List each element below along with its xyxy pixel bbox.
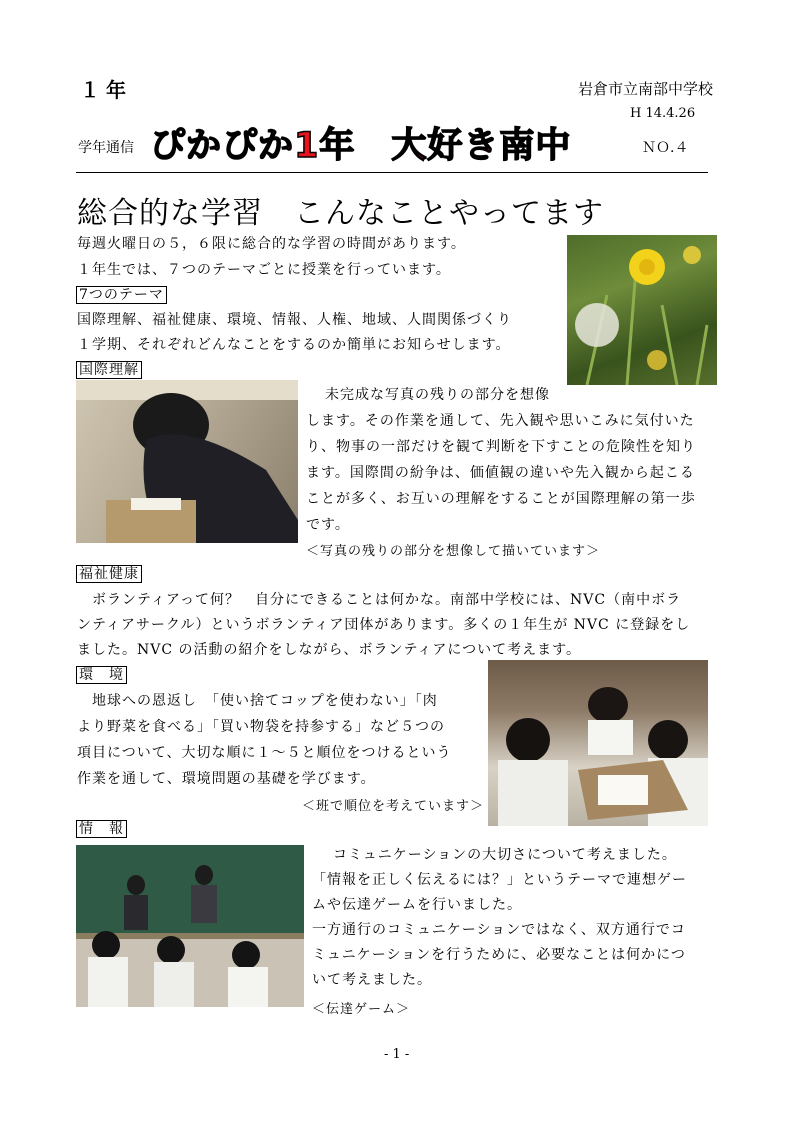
dandelion-image	[567, 235, 717, 385]
joho-line-5: ミュニケーションを行うために、必要なことは何かにつ	[312, 947, 686, 963]
fukushi-label: 福祉健康	[76, 565, 142, 583]
kokusai-caption: ＜写真の残りの部分を想像して描いています＞	[306, 544, 601, 559]
page-number: - 1 -	[384, 1047, 410, 1062]
fukushi-line-3: ました。NVC の活動の紹介をしながら、ボランティアについて考えます。	[77, 642, 582, 658]
issue-date: H 14.4.26	[630, 106, 696, 121]
joho-photo	[76, 845, 304, 1007]
kokusai-photo	[76, 380, 298, 543]
kankyo-label: 環 境	[76, 666, 127, 684]
joho-line-2: 「情報を正しく伝えるには？」というテーマで連想ゲー	[312, 872, 687, 888]
kokusai-line-5: ことが多く、お互いの理解をすることが国際理解の第一歩	[306, 491, 696, 507]
newsletter-label: 学年通信	[78, 140, 134, 156]
joho-line-1: コミュニケーションの大切さについて考えました。	[318, 847, 677, 863]
themes-note: １学期、それぞれどんなことをするのか簡単にお知らせします。	[77, 337, 511, 353]
kankyo-line-3: 項目について、大切な順に１～５と順位をつけるという	[77, 745, 452, 761]
school-name: 岩倉市立南部中学校	[578, 80, 714, 98]
kankyo-line-4: 作業を通して、環境問題の基礎を学びます。	[77, 771, 376, 787]
header-divider	[76, 172, 708, 173]
kokusai-label: 国際理解	[76, 361, 142, 379]
intro-line-1: 毎週火曜日の５，６限に総合的な学習の時間があります。	[77, 236, 466, 252]
newsletter-title: ぴかぴか1年 大好き南中	[150, 126, 572, 166]
fukushi-line-2: ンティアサークル）というボランティア団体があります。多くの１年生が NVC に登録をし	[77, 617, 691, 633]
kankyo-caption: ＜班で順位を考えています＞	[302, 799, 485, 814]
fukushi-line-1: ボランティアって何？ 自分にできることは何かな。南部中学校には、NVC（南中ボラ	[77, 592, 682, 608]
kokusai-line-6: です。	[306, 517, 350, 533]
joho-line-3: ムや伝達ゲームを行いました。	[312, 897, 522, 913]
kankyo-line-2: より野菜を食べる」「買い物袋を持参する」など５つの	[77, 719, 445, 735]
joho-line-6: いて考えました。	[312, 972, 432, 988]
kokusai-line-3: り、物事の一部だけを観て判断を下すことの危険性を知り	[306, 439, 696, 455]
classroom-image	[76, 845, 304, 1007]
issue-number: ＮＯ.４	[642, 140, 689, 156]
kankyo-photo	[488, 660, 708, 826]
dandelion-photo	[567, 235, 717, 385]
kokusai-line-1: 未完成な写真の残りの部分を想像	[310, 387, 550, 403]
joho-line-4: 一方通行のコミュニケーションではなく、双方通行でコ	[312, 922, 686, 938]
themes-label: 7つのテーマ	[76, 286, 167, 304]
kokusai-line-2: します。その作業を通して、先入観や思いこみに気付いた	[306, 413, 695, 429]
joho-label: 情 報	[76, 820, 127, 838]
kokusai-line-4: ます。国際間の紛争は、価値観の違いや先入観から起こる	[306, 465, 695, 481]
article-headline: 総合的な学習 こんなことやってます	[77, 196, 604, 231]
kankyo-line-1: 地球への恩返し 「使い捨てコップを使わない」「肉	[77, 693, 438, 709]
intro-line-2: １年生では、７つのテーマごとに授業を行っています。	[77, 262, 451, 278]
themes-list: 国際理解、福祉健康、環境、情報、人権、地域、人間関係づくり	[77, 312, 512, 328]
group-work-image	[488, 660, 708, 826]
grade-label: １年	[80, 78, 132, 102]
student-drawing-image	[76, 380, 298, 543]
joho-caption: ＜伝達ゲーム＞	[312, 1002, 411, 1017]
